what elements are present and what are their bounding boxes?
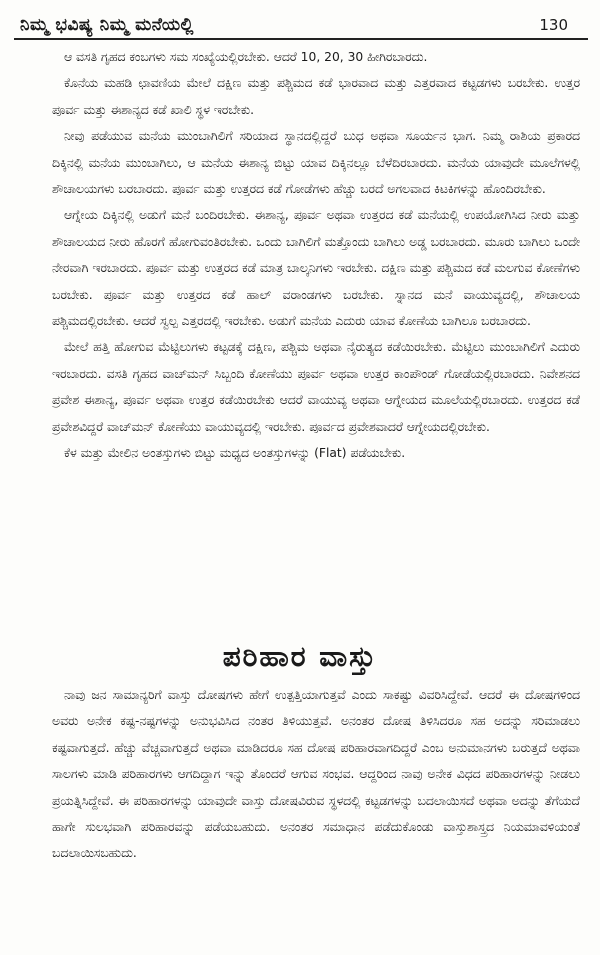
page-header <box>14 8 588 40</box>
page-number: 130 <box>539 16 568 34</box>
paragraph-stairs: ಮೇಲೆ ಹತ್ತಿ ಹೋಗುವ ಮೆಟ್ಟಿಲುಗಳು ಕಟ್ಟಡಕ್ಕೆ ದಕ್ಷಿಣ, ಪಶ್ಚಿಮ ಅಥವಾ ನೈರುತ್ಯದ ಕಡೆಯಿರಬೇಕು. ಮೆಟ್ಟಿಲು ಮುಂಬಾಗಿಲಿಗೆ ಎದುರು ಇರಬಾರದು. ವಸತಿ ಗೃಹದ ವಾಚ್‌ಮನ್ ಸಿಬ್ಬಂದಿ ಕೋಣೆಯು ಪೂರ್ವ ಅಥವಾ ಉತ್ತರ ಕಾಂಪೌಂಡ್ ಗೋಡೆಯಲ್ಲಿರಬಾರದು. ನಿವೇಶನದ ಪ್ರವೇಶ ಈಶಾನ್ಯ, ಪೂರ್ವ ಅಥವಾ ಉತ್ತರ ಕಡೆಯಿರಬೇಕು ಆದರೆ ವಾಯುವ್ಯ ಅಥವಾ ಆಗ್ನೇಯದ ಮೂಲೆಯಲ್ಲಿರಬಾರದು. ಉತ್ತರದ ಕಡೆ ಪ್ರವೇಶವಿದ್ದರೆ ವಾಚ್‌ಮನ್ ಕೋಣೆಯು ವಾಯುವ್ಯದಲ್ಲಿ ಇರಬೇಕು. ಪೂರ್ವದ ಪ್ರವೇಶವಾದರೆ ಆಗ್ನೇಯದಲ್ಲಿರಬೇಕು. <box>52 340 580 434</box>
paragraph-pillars: ಆ ವಸತಿ ಗೃಹದ ಕಂಬಗಳು ಸಮ ಸಂಖ್ಯೆಯಲ್ಲಿರಬೇಕು. ಆದರೆ 10, 20, 30 ಹೀಗಿರಬಾರದು. <box>64 50 428 64</box>
paragraph-roof: ಕೊನೆಯ ಮಹಡಿ ಛಾವಣಿಯ ಮೇಲೆ ದಕ್ಷಿಣ ಮತ್ತು ಪಶ್ಚಿಮದ ಕಡೆ ಭಾರವಾದ ಮತ್ತು ಎತ್ತರವಾದ ಕಟ್ಟಡಗಳು ಬರಬೇಕು. ಉತ್ತರ ಪೂರ್ವ ಮತ್ತು ಈಶಾನ್ಯದ ಕಡೆ ಖಾಲಿ ಸ್ಥಳ ಇರಬೇಕು. <box>52 76 580 117</box>
section-body <box>52 682 580 867</box>
section-heading-wrap <box>0 640 600 674</box>
paragraph-main-door: ನೀವು ಪಡೆಯುವ ಮನೆಯ ಮುಂಬಾಗಿಲಿಗೆ ಸರಿಯಾದ ಸ್ಥಾನದಲ್ಲಿದ್ದರೆ ಬುಧ ಅಥವಾ ಸೂರ್ಯನ ಭಾಗ. ನಿಮ್ಮ ರಾಶಿಯ ಪ್ರಕಾರದ ದಿಕ್ಕಿನಲ್ಲಿ ಮನೆಯ ಮುಂಬಾಗಿಲು, ಆ ಮನೆಯ ಈಶಾನ್ಯ ಬಿಟ್ಟು ಯಾವ ದಿಕ್ಕಿನಲ್ಲೂ ಬೆಳೆದಿರಬಾರದು. ಮನೆಯ ಯಾವುದೇ ಮೂಲೆಗಳಲ್ಲಿ ಶೌಚಾಲಯಗಳು ಬರಬಾರದು. ಪೂರ್ವ ಮತ್ತು ಉತ್ತರದ ಕಡೆ ಗೋಡೆಗಳು ಹೆಚ್ಚು ಬರದೆ ಅಗಲವಾದ ಕಿಟಕಿಗಳನ್ನು ಹೊಂದಿರಬೇಕು. <box>52 129 580 197</box>
paragraph-remedies: ನಾವು ಜನ ಸಾಮಾನ್ಯರಿಗೆ ವಾಸ್ತು ದೋಷಗಳು ಹೇಗೆ ಉತ್ಪತ್ತಿಯಾಗುತ್ತವೆ ಎಂದು ಸಾಕಷ್ಟು ವಿವರಿಸಿದ್ದೇವೆ. ಆದರೆ ಈ ದೋಷಗಳಿಂದ ಅವರು ಅನೇಕ ಕಷ್ಟ-ನಷ್ಟಗಳನ್ನು ಅನುಭವಿಸಿದ ನಂತರ ತಿಳಿಯುತ್ತವೆ. ಅನಂತರ ದೋಷ ತಿಳಿಸಿದರೂ ಸಹ ಅದನ್ನು ಸರಿಮಾಡಲು ಕಷ್ಟವಾಗುತ್ತದೆ. ಹೆಚ್ಚು ವೆಚ್ಚವಾಗುತ್ತದೆ ಅಥವಾ ಮಾಡಿದರೂ ಸಹ ದೋಷ ಪರಿಹಾರವಾಗದಿದ್ದರೆ ಎಂಬ ಅನುಮಾನಗಳು ಬರುತ್ತದೆ ಅಥವಾ ಸಾಲಗಳು ಮಾಡಿ ಪರಿಹಾರಗಳು ಆಗದಿದ್ದಾಗ ಇನ್ನು ತೊಂದರೆ ಆಗುವ ಸಂಭವ. ಆದ್ದರಿಂದ ನಾವು ಅನೇಕ ವಿಧದ ಪರಿಹಾರಗಳನ್ನು ನೀಡಲು ಪ್ರಯತ್ನಿಸಿದ್ದೇವೆ. ಈ ಪರಿಹಾರಗಳನ್ನು ಯಾವುದೇ ವಾಸ್ತು ದೋಷವಿರುವ ಸ್ಥಳದಲ್ಲಿ ಕಟ್ಟಡಗಳನ್ನು ಬದಲಾಯಿಸದೆ ಅಥವಾ ಅದನ್ನು ತೆಗೆಯದೆ ಹಾಗೇ ಸುಲಭವಾಗಿ ಪರಿಹಾರವನ್ನು ಪಡೆಯಬಹುದು. ಅನಂತರ ಸಮಾಧಾನ ಪಡೆದುಕೊಂಡು ವಾಸ್ತುಶಾಸ್ತ್ರದ ನಿಯಮಾವಳಿಯಂತೆ ಬದಲಾಯಿಸಬಹುದು. <box>52 688 580 861</box>
section-heading: ಪರಿಹಾರ ವಾಸ್ತು <box>222 640 378 673</box>
paragraph-kitchen: ಆಗ್ನೇಯ ದಿಕ್ಕಿನಲ್ಲಿ ಅಡುಗೆ ಮನೆ ಬಂದಿರಬೇಕು. ಈಶಾನ್ಯ, ಪೂರ್ವ ಅಥವಾ ಉತ್ತರದ ಕಡೆ ಮನೆಯಲ್ಲಿ ಉಪಯೋಗಿಸಿದ ನೀರು ಮತ್ತು ಶೌಚಾಲಯದ ನೀರು ಹೊರಗೆ ಹೋಗುವಂತಿರಬೇಕು. ಒಂದು ಬಾಗಿಲಿಗೆ ಮತ್ತೊಂದು ಬಾಗಿಲು ಅಡ್ಡ ಬರಬಾರದು. ಮೂರು ಬಾಗಿಲು ಒಂದೇ ನೇರವಾಗಿ ಇರಬಾರದು. ಪೂರ್ವ ಮತ್ತು ಉತ್ತರದ ಕಡೆ ಮಾತ್ರ ಬಾಲ್ಕನಿಗಳು ಇರಬೇಕು. ದಕ್ಷಿಣ ಮತ್ತು ಪಶ್ಚಿಮದ ಕಡೆ ಮಲಗುವ ಕೋಣೆಗಳು ಬರಬೇಕು. ಪೂರ್ವ ಮತ್ತು ಉತ್ತರದ ಕಡೆ ಹಾಲ್ ವರಾಂಡಗಳು ಬರಬೇಕು. ಸ್ನಾನದ ಮನೆ ವಾಯುವ್ಯದಲ್ಲಿ, ಶೌಚಾಲಯ ಪಶ್ಚಿಮದಲ್ಲಿರಬೇಕು. ಆದರೆ ಸ್ವಲ್ಪ ಎತ್ತರದಲ್ಲಿ ಇರಬೇಕು. ಅಡುಗೆ ಮನೆಯ ಎದುರು ಯಾವ ಕೋಣೆಯ ಬಾಗಿಲೂ ಬರಬಾರದು. <box>52 208 580 329</box>
paragraph-floors: ಕೆಳ ಮತ್ತು ಮೇಲಿನ ಅಂತಸ್ತುಗಳು ಬಿಟ್ಟು ಮಧ್ಯದ ಅಂತಸ್ತುಗಳನ್ನು (Flat) ಪಡೆಯಬೇಕು. <box>64 446 406 461</box>
running-title: ನಿಮ್ಮ ಭವಿಷ್ಯ ನಿಮ್ಮ ಮನೆಯಲ್ಲಿ <box>20 15 194 35</box>
page-body <box>52 44 580 467</box>
